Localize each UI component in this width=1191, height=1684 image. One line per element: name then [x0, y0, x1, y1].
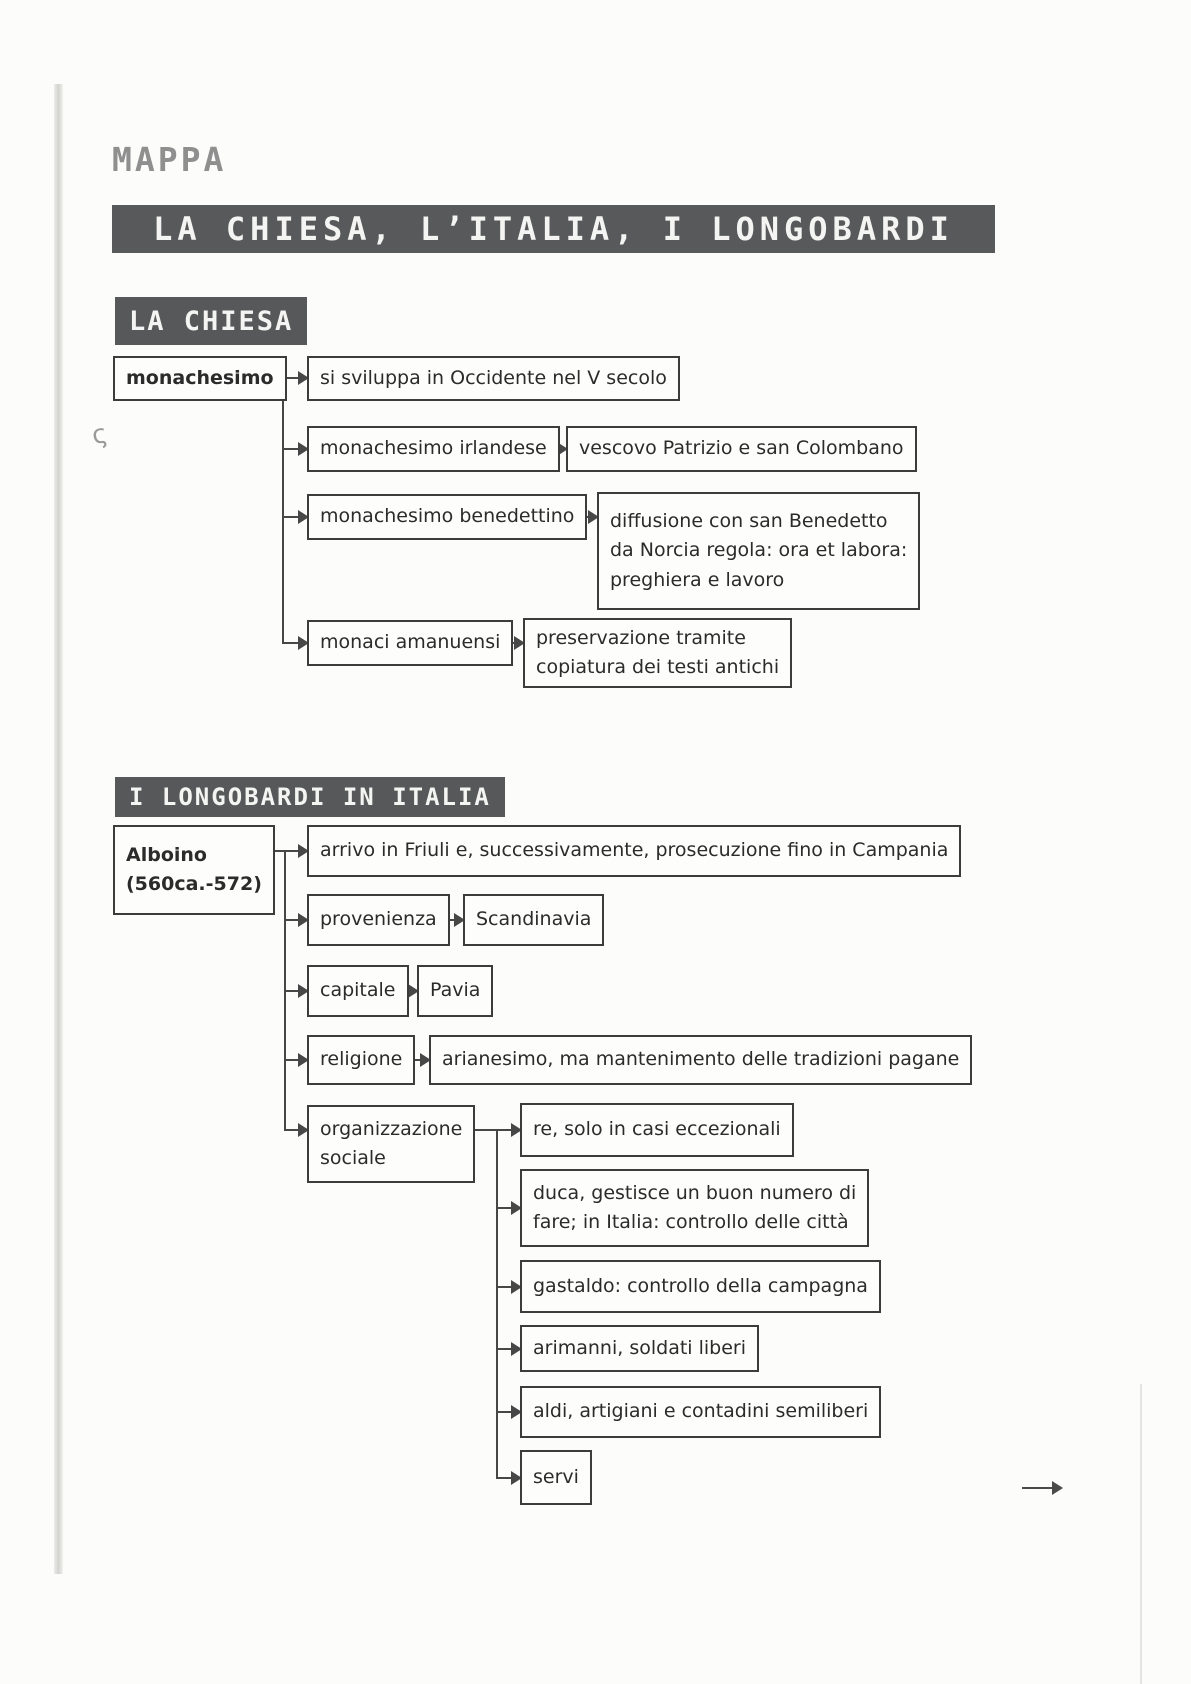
pen-mark-artifact: ς: [89, 418, 111, 452]
node-label: Pavia: [430, 979, 481, 1002]
node-label-line: (560ca.-572): [126, 873, 262, 895]
node-label: re, solo in casi eccezionali: [533, 1118, 781, 1141]
node-re: [520, 1103, 794, 1157]
banner-title-text: LA CHIESA, L’ITALIA, I LONGOBARDI: [153, 210, 954, 248]
scan-artifact-right-edge: [1140, 1384, 1142, 1684]
scan-artifact-left-edge: [54, 84, 63, 1574]
node-alboino: [113, 825, 275, 915]
node-duca: [520, 1169, 869, 1247]
node-pavia: [417, 965, 493, 1017]
node-label-line: fare; in Italia: controllo delle città: [533, 1211, 849, 1233]
connector-line: [282, 448, 298, 450]
node-scandinavia: [463, 894, 604, 946]
node-label: religione: [320, 1048, 403, 1071]
node-organizzazione-sociale: [307, 1105, 475, 1183]
node-label-line: sociale: [320, 1147, 386, 1169]
section-header-label: I LONGOBARDI IN ITALIA: [129, 783, 491, 811]
node-label: vescovo Patrizio e san Colombano: [579, 437, 904, 460]
connector-trunk: [282, 377, 284, 644]
connector-line: [284, 1129, 298, 1131]
node-servi: [520, 1450, 592, 1505]
node-label: provenienza: [320, 908, 437, 931]
node-label: monachesimo benedettino: [320, 505, 575, 528]
node-label-line: Alboino: [126, 843, 207, 866]
connector-line: [284, 1059, 298, 1061]
connector-line: [284, 919, 298, 921]
node-label: servi: [533, 1465, 579, 1488]
node-label: aldi, artigiani e contadini semiliberi: [533, 1400, 869, 1423]
node-monachesimo-irlandese: [307, 426, 560, 472]
section-header-longobardi: [115, 777, 505, 817]
connector-line: [496, 1207, 511, 1209]
node-label: arianesimo, ma mantenimento delle tradizioni pagane: [442, 1048, 960, 1071]
node-preservazione-testi: [523, 618, 792, 688]
node-capitale: [307, 965, 409, 1017]
node-label: arrivo in Friuli e, successivamente, prosecuzione fino in Campania: [320, 839, 949, 862]
node-monaci-amanuensi: [307, 620, 513, 666]
continuation-arrow-icon: [1052, 1481, 1063, 1495]
continuation-arrow-line: [1022, 1487, 1052, 1489]
node-monachesimo: [113, 356, 287, 401]
section-header-label: LA CHIESA: [129, 305, 294, 337]
node-vescovo-patrizio: [566, 426, 917, 472]
node-label: gastaldo: controllo della campagna: [533, 1274, 868, 1297]
node-label: monachesimo irlandese: [320, 437, 547, 460]
connector-line: [496, 1411, 511, 1413]
section-header-la-chiesa: [115, 297, 307, 345]
node-gastaldo: [520, 1260, 881, 1313]
connector-line: [284, 990, 298, 992]
connector-trunk: [496, 1129, 498, 1478]
connector-line: [496, 1348, 511, 1350]
page-kicker: MAPPA: [112, 140, 227, 179]
node-monachesimo-benedettino: [307, 494, 587, 540]
node-label: monachesimo: [126, 366, 274, 389]
node-label-line: preghiera e lavoro: [610, 568, 785, 591]
node-arrivo-friuli: [307, 825, 961, 877]
connector-line: [496, 1286, 511, 1288]
node-label-line: duca, gestisce un buon numero di: [533, 1181, 857, 1204]
node-label-line: da Norcia regola: ora et labora:: [610, 539, 908, 562]
node-aldi: [520, 1386, 881, 1438]
node-diffusione-benedetto: [597, 492, 920, 610]
node-label-line: organizzazione: [320, 1117, 463, 1140]
connector-line: [282, 642, 298, 644]
connector-line: [496, 1477, 511, 1479]
node-label: Scandinavia: [476, 908, 592, 931]
connector-line: [282, 516, 298, 518]
node-label: si sviluppa in Occidente nel V secolo: [320, 366, 667, 389]
node-arimanni: [520, 1325, 759, 1372]
node-arianesimo: [429, 1035, 972, 1085]
node-label: arimanni, soldati liberi: [533, 1336, 746, 1359]
banner-title: [112, 205, 995, 253]
node-sviluppo-occidente: [307, 356, 680, 401]
node-provenienza: [307, 894, 450, 946]
node-label-line: preservazione tramite: [536, 626, 746, 649]
node-label: capitale: [320, 979, 396, 1002]
node-religione: [307, 1035, 415, 1085]
node-label-line: copiatura dei testi antichi: [536, 656, 780, 678]
node-label: monaci amanuensi: [320, 631, 501, 654]
node-label-line: diffusione con san Benedetto: [610, 509, 888, 532]
